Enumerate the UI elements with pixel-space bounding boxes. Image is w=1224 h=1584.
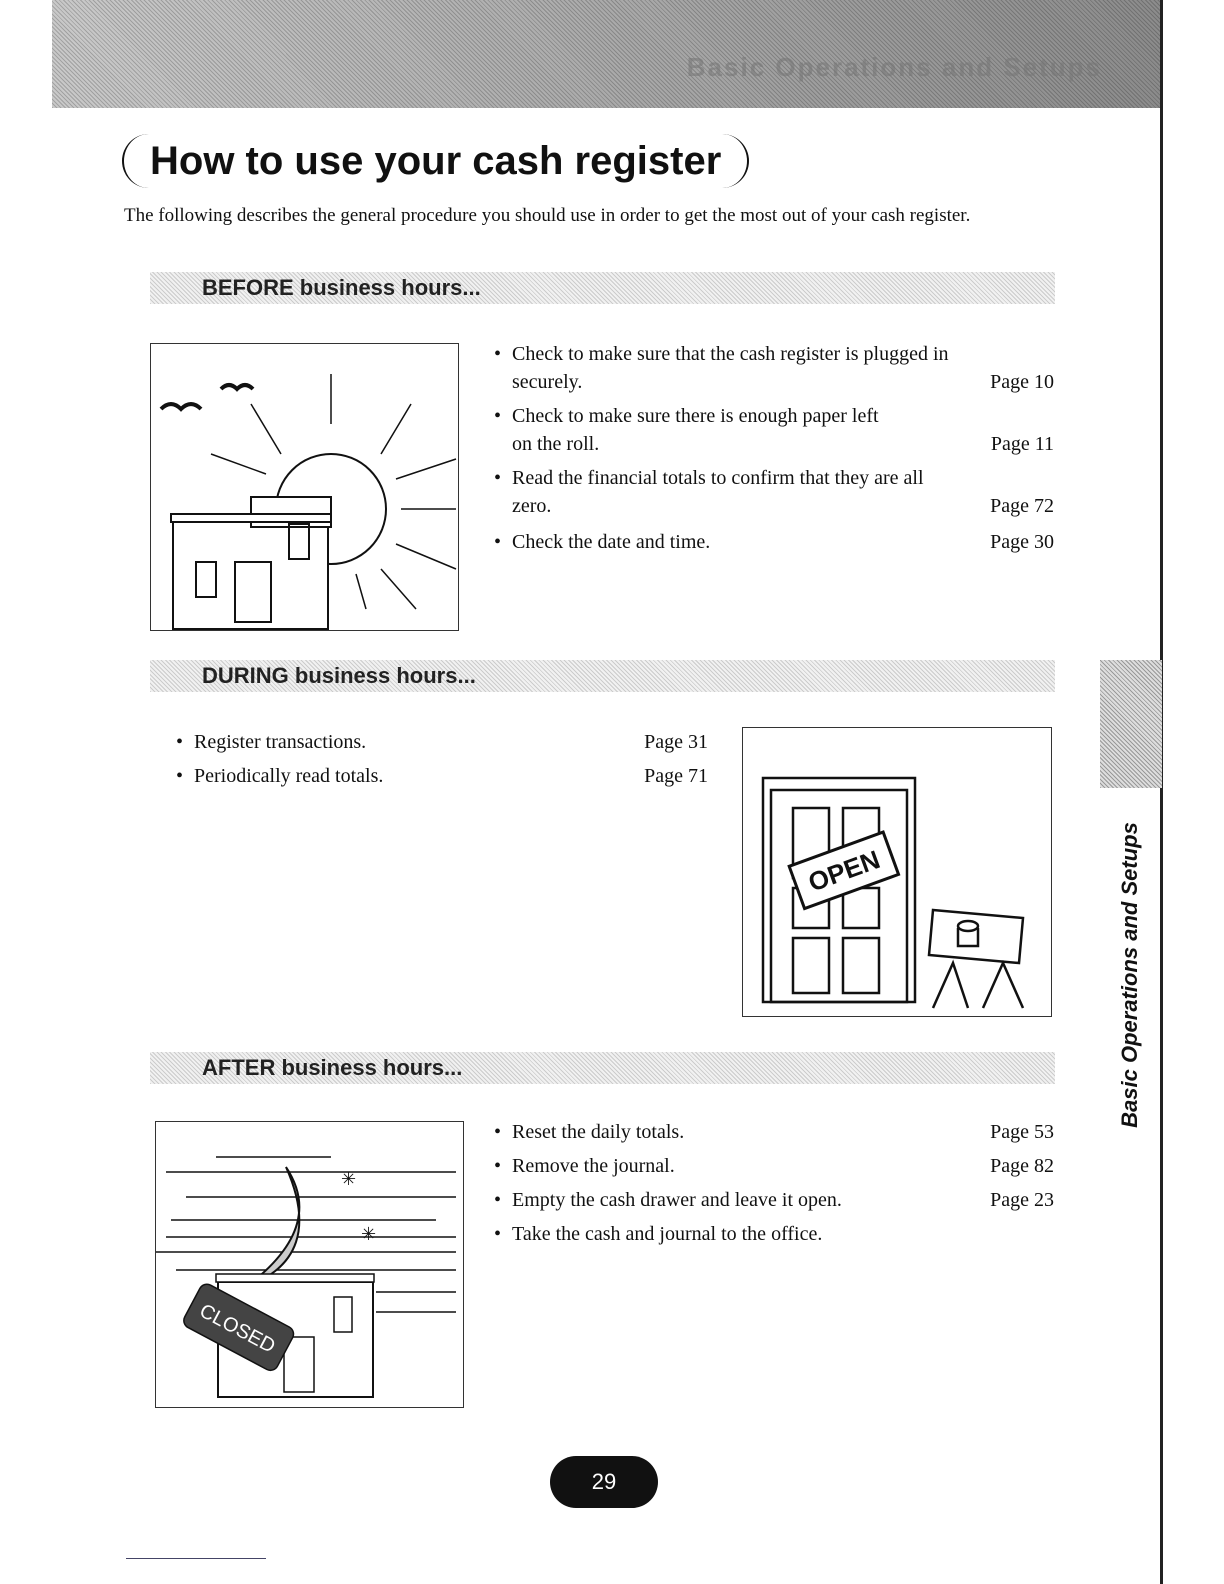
- section-heading-text: AFTER business hours...: [202, 1055, 463, 1080]
- item-page-ref: Page 23: [990, 1189, 1054, 1211]
- item-text: • Read the financial totals to confirm that they are all zero.: [494, 464, 1054, 520]
- list-item: [176, 728, 708, 756]
- item-page-ref: Page 10: [990, 371, 1054, 393]
- list-item: [494, 340, 1054, 396]
- side-tab-marker: [1100, 660, 1162, 788]
- sunrise-illustration: [150, 343, 459, 631]
- item-page-ref: Page 53: [990, 1121, 1054, 1143]
- page-edge-rule: [1160, 0, 1163, 1584]
- after-checklist: [494, 1118, 1054, 1248]
- open-sign-text: OPEN: [804, 844, 884, 898]
- during-checklist: [176, 728, 708, 790]
- header-band: [52, 0, 1162, 108]
- header-section-title: Basic Operations and Setups: [686, 52, 1102, 82]
- item-page-ref: Page 72: [990, 495, 1054, 517]
- page-title: How to use your cash register: [122, 134, 749, 188]
- svg-text:✳: ✳: [361, 1224, 377, 1244]
- section-heading-text: DURING business hours...: [202, 663, 476, 688]
- list-item: [494, 528, 1054, 556]
- list-item: [176, 762, 708, 790]
- item-text: • Check to make sure that the cash register is plugged in securely.: [494, 340, 1054, 396]
- list-item: [494, 1152, 1054, 1180]
- list-item: [494, 402, 1054, 458]
- item-text: • Reset the daily totals.: [494, 1118, 1054, 1146]
- item-page-ref: Page 31: [644, 731, 708, 753]
- side-tab-label: Basic Operations and Setups: [1117, 822, 1142, 1128]
- section-heading-after: [150, 1052, 1055, 1084]
- section-heading-before: [150, 272, 1055, 304]
- closed-sign-text: CLOSED: [195, 1299, 279, 1358]
- before-checklist: [494, 340, 1054, 556]
- item-text: • Empty the cash drawer and leave it open.: [494, 1186, 1054, 1214]
- item-text: • Take the cash and journal to the office.: [494, 1220, 1054, 1248]
- list-item: [494, 1220, 1054, 1248]
- list-item: [494, 1118, 1054, 1146]
- item-text: • Register transactions.: [176, 728, 708, 756]
- item-text: • Check to make sure there is enough paper left on the roll.: [494, 402, 1054, 458]
- svg-text:✳: ✳: [341, 1169, 357, 1189]
- item-page-ref: Page 30: [990, 531, 1054, 553]
- item-page-ref: Page 11: [990, 433, 1054, 455]
- night-closed-illustration: [155, 1121, 464, 1408]
- section-heading-text: BEFORE business hours...: [202, 275, 481, 300]
- list-item: [494, 464, 1054, 520]
- intro-text: The following describes the general procedure you should use in order to get the most out of your cash register.: [124, 205, 971, 226]
- list-item: [494, 1186, 1054, 1214]
- item-text: • Periodically read totals.: [176, 762, 708, 790]
- item-page-ref: Page 82: [990, 1155, 1054, 1177]
- footer-rule: [126, 1558, 266, 1559]
- item-text: • Remove the journal.: [494, 1152, 1054, 1180]
- item-page-ref: Page 71: [644, 765, 708, 787]
- open-door-illustration: [742, 727, 1052, 1017]
- section-heading-during: [150, 660, 1055, 692]
- item-text: • Check the date and time.: [494, 528, 1054, 556]
- page-number: 29: [550, 1456, 658, 1508]
